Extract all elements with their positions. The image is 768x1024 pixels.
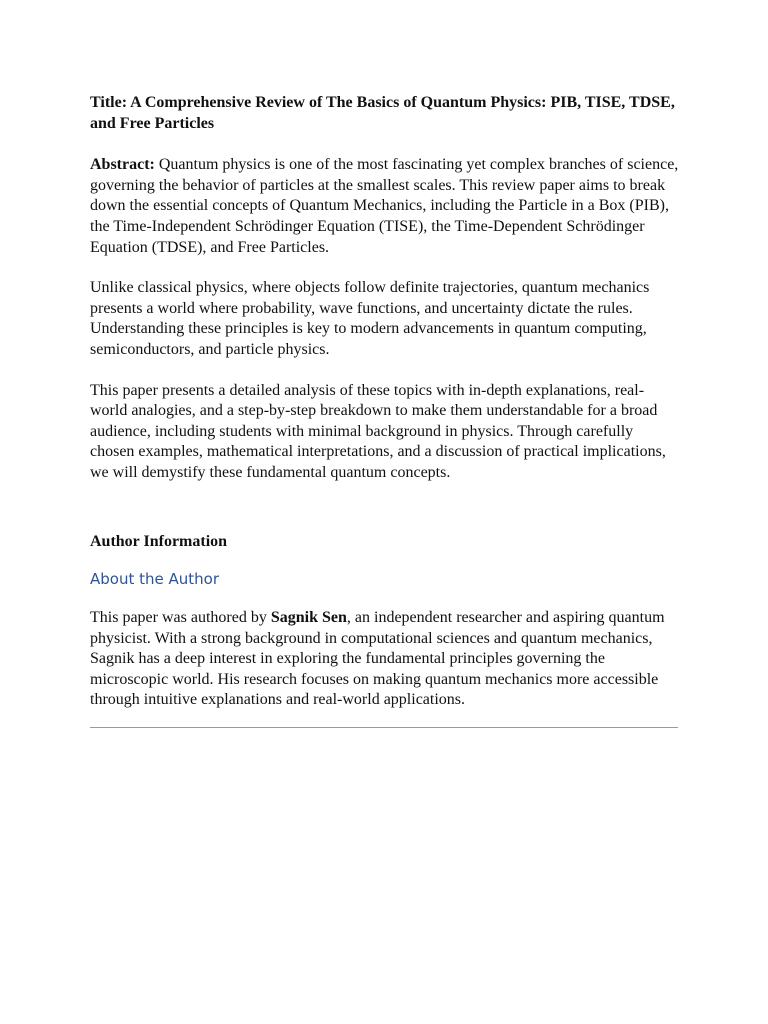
about-author-heading: About the Author	[90, 570, 220, 589]
body-paragraph-2: Unlike classical physics, where objects follow definite trajectories, quantum mechanics presents a world where probability, wave functions, and uncertainty dictate the rules. Understanding these principles is key to modern advancements in quantum computing, semiconductors, and particle physics.	[90, 279, 650, 358]
horizontal-rule	[90, 727, 678, 728]
body-paragraph-3: This paper presents a detailed analysis of these topics with in-depth explanations, real-world analogies, and a step-by-step breakdown to make them understandable for a broad audience, including students with minimal background in physics. Through carefully chosen examples, mathematical interpretations, and a discussion of practical implications, we will demystify these fundamental quantum concepts.	[90, 381, 666, 481]
abstract-text: Quantum physics is one of the most fascinating yet complex branches of science, governing the behavior of particles at the smallest scales. This review paper aims to break down the essential concepts of Quantum Mechanics, including the Particle in a Box (PIB), the Time-Independent Schrödinger Equation (TISE), the Time-Dependent Schrödinger Equation (TDSE), and Free Particles.	[90, 156, 679, 256]
author-name: Sagnik Sen	[270, 609, 347, 627]
author-information-heading: Author Information	[90, 532, 228, 550]
paper-title: Title: A Comprehensive Review of The Basics of Quantum Physics: PIB, TISE, TDSE, and Free Particles	[90, 94, 675, 132]
author-bio-paragraph	[90, 608, 680, 711]
abstract-paragraph	[90, 155, 680, 258]
author-bio-text: , an independent researcher and aspiring quantum physicist. With a strong background in computational sciences and quantum mechanics, Sagnik has a deep interest in exploring the fundamental principles governing the microscopic world. His research focuses on making quantum mechanics more accessible through intuitive explanations and real-world applications.	[90, 609, 665, 709]
document-page	[90, 93, 680, 728]
author-bio-prefix: This paper was authored by	[90, 609, 271, 627]
abstract-label: Abstract:	[90, 156, 155, 174]
